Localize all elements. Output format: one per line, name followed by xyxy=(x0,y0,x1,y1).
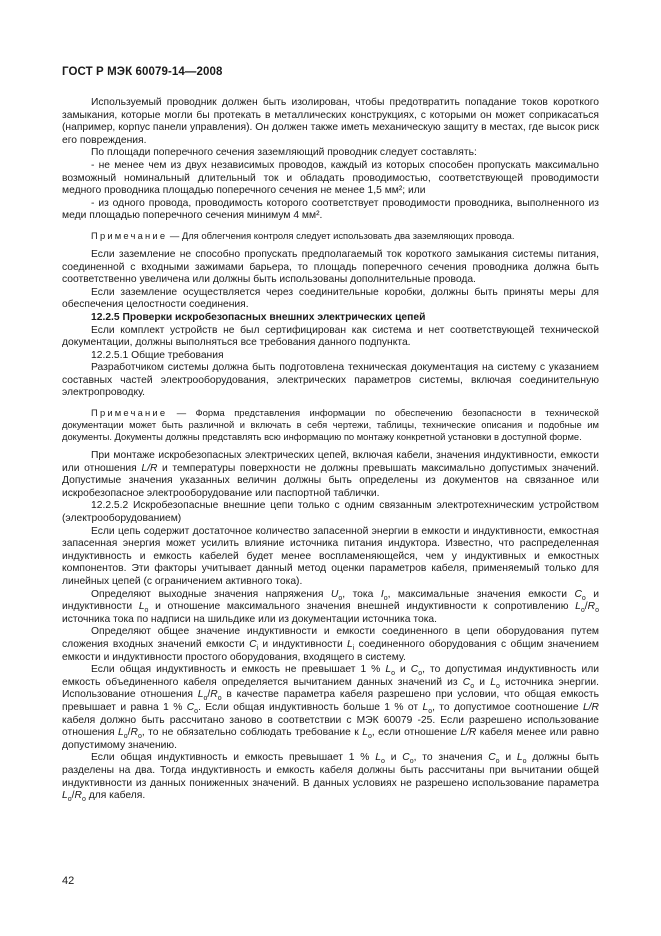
list-item: - из одного провода, проводимость которого соответствует проводимости проводника, выполненного из меди площадью поперечного сечения минимум 4 мм². xyxy=(62,197,599,222)
subsection-heading: 12.2.5.1 Общие требования xyxy=(91,349,224,361)
note xyxy=(62,230,599,242)
paragraph: Если общая индуктивность и емкость не превышает 1 % $L_o$ и $C_o$, то допустимая индуктивность или емкость объединенного кабеля определяется вычитанием данных значений из $C_o$ и $L_o$ источника энергии. Использование отношения $L_o/R_o$ в качестве параметра кабеля разрешено при условии, что общая емкость превышает и равна 1 % $C_o$. Если общая индуктивность больше 1 % от $L_o$, то допустимое соотношение L/R кабеля должно быть рассчитано заново в соответствии с МЭК 60079 -25. Если разрешено использование отношения $L_o/R_o$, то не обязательно соблюдать требование к $L_o$, если отношение L/R кабеля менее или равно допустимому значению. xyxy=(62,664,600,751)
paragraph: Определяют общее значение индуктивности и емкости соединенного в цепи оборудования путем сложения входных значений емкости $C_i$ и индуктивности $L_i$ соединенного оборудования с общим значением емкости и индуктивности простого оборудования, входящего в систему. xyxy=(62,626,599,663)
paragraph: При монтаже искробезопасных электрических цепей, включая кабели, значения индуктивности, емкости или отношения L/R и температуры поверхности не должны превышать максимально допустимых значений. Допустимые значения указанных величин должны быть определены из документов на связанное или искробезопасное электрооборудование или паспортной таблички. xyxy=(62,450,599,499)
list-item: - не менее чем из двух независимых проводов, каждый из которых способен пропускать максимально возможный номинальный длительный ток и обладать проводимостью, соответствующей проводимости медного проводника площадью поперечного сечения не менее 1,5 мм²; или xyxy=(62,159,599,197)
page-header: ГОСТ Р МЭК 60079-14—2008 xyxy=(62,66,223,78)
paragraph: Используемый проводник должен быть изолирован, чтобы предотвратить попадание токов короткого замыкания, которые могли бы протекать в металлических конструкциях, с которыми он может соприкасаться (например, корпус панели управления). Он должен также иметь механическую защиту в местах, где высок риск его повреждения. xyxy=(62,97,599,146)
paragraph: Если заземление осуществляется через соединительные коробки, должны быть приняты меры для обеспечения целостности соединения. xyxy=(62,286,599,311)
document-body xyxy=(62,97,599,803)
note-text: — Форма представления информации по обеспечению безопасности в технической документации может быть различной и включать в себя чертежи, таблицы, технические описания и подобные им документы. Документы должны представлять всю информацию по монтажу конкретной установки в доступной форме. xyxy=(62,407,599,443)
paragraph: Если общая индуктивность и емкость превышает 1 % $L_o$ и $C_o$, то значения $C_o$ и $L_o$ должны быть разделены на два. Тогда индуктивность и емкость кабеля должны быть рассчитаны при вычитании общей индуктивности из данных пониженных значений. В данных условиях не разрешено использование параметра $L_o/R_o$ для кабеля. xyxy=(62,752,599,804)
subsection-heading: 12.2.5.2 Искробезопасные внешние цепи только с одним связанным электротехническим устройством (электрооборудованием) xyxy=(62,500,599,525)
paragraph: Если цепь содержит достаточное количество запасенной энергии в емкости и индуктивности, емкостная запасенная энергия может усилить влияние источника питания индуктора. Известно, что распределенная индуктивность и емкость кабелей будет менее воспламеняющейся, чем у индуктивных и емкостных компонентов. Эти факторы учитывает данный метод оценки параметров кабеля, применяемый только для линейных цепей (с ограничением активного тока). xyxy=(62,525,599,587)
section-heading: 12.2.5 Проверки искробезопасных внешних электрических цепей xyxy=(91,311,426,323)
paragraph: Если комплект устройств не был сертифицирован как система и нет соответствующей технической документации, должны выполняться все требования данного подпункта. xyxy=(62,324,599,349)
paragraph: Если заземление не способно пропускать предполагаемый ток короткого замыкания системы питания, соединенной с входными зажимами барьера, то площадь поперечного сечения проводника должна быть соответственно увеличена или должны быть использованы дополнительные провода. xyxy=(62,248,599,286)
page-number: 42 xyxy=(62,875,75,887)
note-text: — Для облегчения контроля следует использовать два заземляющих провода. xyxy=(167,229,515,241)
note-label: Примечание xyxy=(91,407,168,419)
note-label: Примечание xyxy=(91,229,168,241)
paragraph: Определяют выходные значения напряжения $U_o$, тока $I_o$, максимальные значения емкости $C_o$ и индуктивности $L_o$ и отношение максимального значения внешней индуктивности к сопротивлению $L_o/R_o$ источника тока по надписи на шильдике или из документации источника тока. xyxy=(62,588,600,625)
paragraph: Разработчиком системы должна быть подготовлена техническая документация на систему с указанием составных частей электрооборудования, электрических параметров системы, включая соединительную электропроводку. xyxy=(62,362,599,399)
note xyxy=(62,407,599,443)
paragraph: По площади поперечного сечения заземляющий проводник следует составлять: xyxy=(91,147,477,159)
